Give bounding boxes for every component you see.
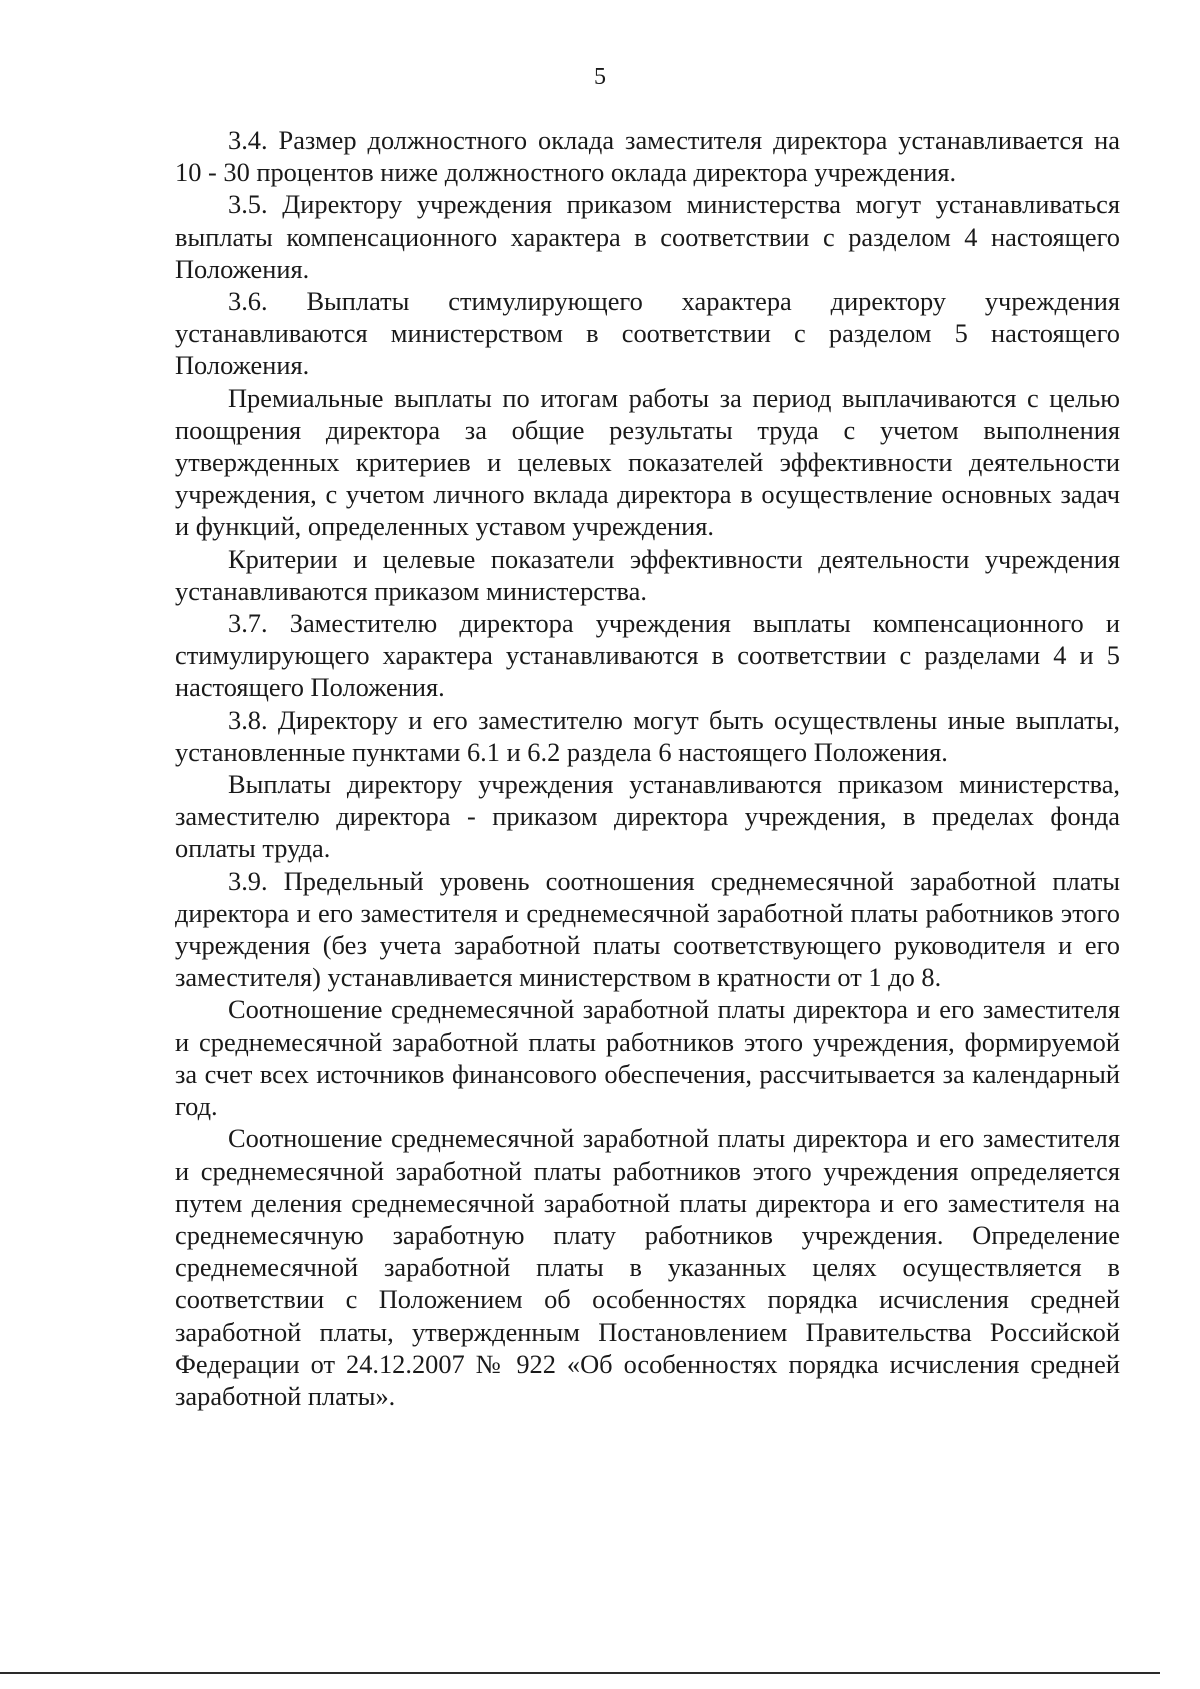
paragraph-criteria: Критерии и целевые показатели эффективности деятельности учреждения устанавливаются приказом министерства. xyxy=(175,543,1120,606)
paragraph-ratio-calculation: Соотношение среднемесячной заработной платы директора и его заместителя и среднемесячной заработной платы работников этого учреждения, формируемой за счет всех источников финансового обеспечения, рассчитывается за календарный год. xyxy=(175,994,1120,1122)
paragraph-3-7: 3.7. Заместителю директора учреждения выплаты компенсационного и стимулирующего характера устанавливаются в соответствии с разделами 4 и 5 настоящего Положения. xyxy=(175,608,1120,703)
paragraph-3-5: 3.5. Директору учреждения приказом министерства могут устанавливаться выплаты компенсационного характера в соответствии с разделом 4 настоящего Положения. xyxy=(175,189,1120,284)
paragraph-payments-order: Выплаты директору учреждения устанавливаются приказом министерства, заместителю директора - приказом директора учреждения, в пределах фонда оплаты труда. xyxy=(175,769,1120,864)
paragraph-bonus-payments: Премиальные выплаты по итогам работы за период выплачиваются с целью поощрения директора за общие результаты труда с учетом выполнения утвержденных критериев и целевых показателей эффективности деятельности учреждения, с учетом личного вклада директора в осуществление основных задач и функций, определенных уставом учреждения. xyxy=(175,382,1120,542)
page-number: 5 xyxy=(594,64,606,90)
bottom-rule xyxy=(0,1672,1160,1674)
document-body xyxy=(175,124,1120,1412)
paragraph-3-8: 3.8. Директору и его заместителю могут быть осуществлены иные выплаты, установленные пунктами 6.1 и 6.2 раздела 6 настоящего Положения. xyxy=(175,704,1120,767)
paragraph-3-4: 3.4. Размер должностного оклада заместителя директора устанавливается на 10 - 30 процентов ниже должностного оклада директора учреждения. xyxy=(175,125,1120,188)
paragraph-ratio-definition: Соотношение среднемесячной заработной платы директора и его заместителя и среднемесячной заработной платы работников этого учреждения определяется путем деления среднемесячной заработной платы директора и его заместителя на среднемесячную заработную плату работников учреждения. Определение среднемесячной заработной платы в указанных целях осуществляется в соответствии с Положением об особенностях порядка исчисления средней заработной платы, утвержденным Постановлением Правительства Российской Федерации от 24.12.2007 № 922 «Об особенностях порядка исчисления средней заработной платы». xyxy=(175,1123,1120,1411)
paragraph-3-6: 3.6. Выплаты стимулирующего характера директору учреждения устанавливаются министерством в соответствии с разделом 5 настоящего Положения. xyxy=(175,286,1120,381)
paragraph-3-9: 3.9. Предельный уровень соотношения среднемесячной заработной платы директора и его заместителя и среднемесячной заработной платы работников этого учреждения (без учета заработной платы соответствующего руководителя и его заместителя) устанавливается министерством в кратности от 1 до 8. xyxy=(175,865,1120,993)
